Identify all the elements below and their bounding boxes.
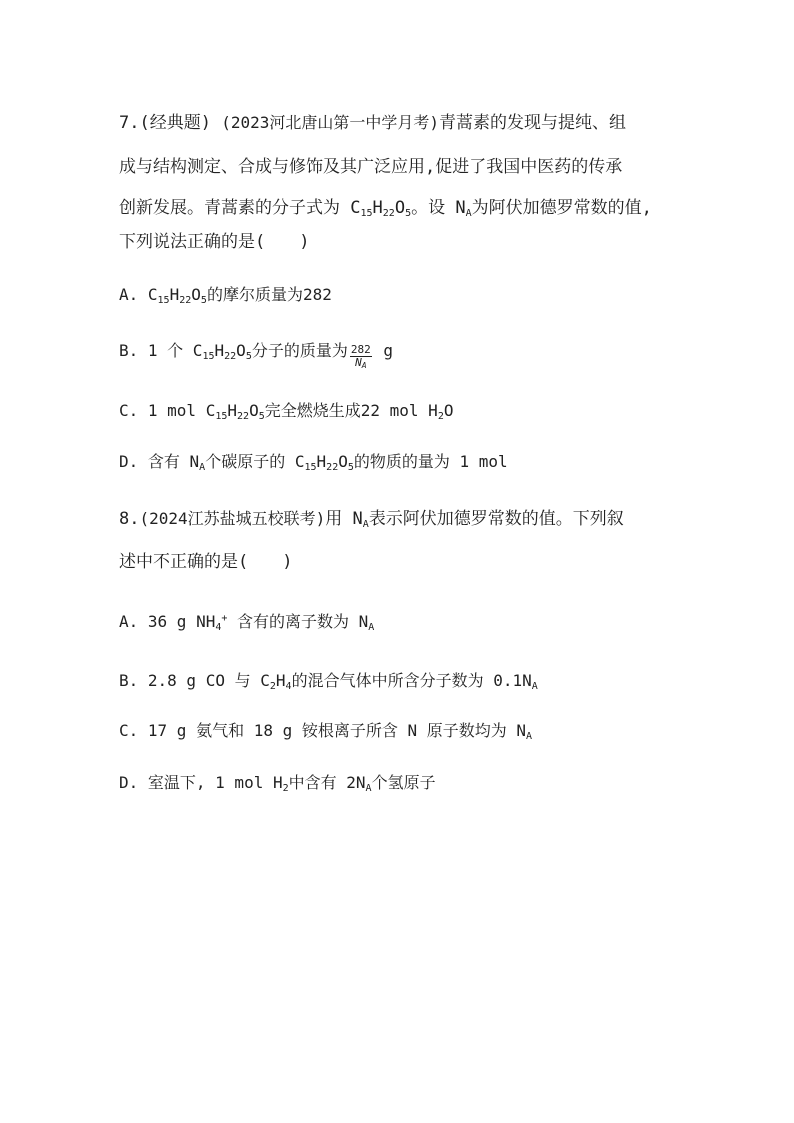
fraction-numerator: 282	[350, 343, 371, 356]
q8-stem-text-1a: 用 N	[325, 509, 363, 529]
subscript: A	[361, 361, 367, 370]
option-text: 的混合气体中所含分子数为 0.1N	[291, 671, 532, 690]
q7-option-a	[119, 284, 332, 306]
option-text: D. 含有 N	[119, 452, 200, 471]
q8-stem-text-2b: )	[282, 552, 293, 572]
q7-stem-text-3c: 为阿伏加德罗常数的值,	[471, 198, 652, 218]
element-symbol: O	[249, 401, 259, 420]
subscript: 5	[258, 411, 265, 422]
subscript: 2	[282, 783, 289, 794]
q8-option-c	[119, 720, 532, 742]
subscript: 2	[269, 681, 276, 692]
element-symbol: O	[236, 341, 246, 360]
element-symbol: H	[214, 341, 225, 360]
subscript: A	[362, 519, 369, 530]
fraction-denominator	[350, 357, 372, 369]
superscript: +	[221, 613, 228, 624]
q7-number: 7.	[119, 113, 140, 133]
subscript: 22	[326, 462, 339, 473]
subscript: 22	[237, 411, 250, 422]
option-text: A. 36 g NH	[119, 612, 216, 631]
element-symbol: O	[191, 285, 201, 304]
element-symbol: H	[372, 198, 383, 218]
q8-source: (2024江苏盐城五校联考)	[139, 509, 326, 528]
subscript: 15	[202, 351, 215, 362]
option-text: g	[373, 341, 393, 360]
option-text: 的物质的量为 1 mol	[353, 452, 508, 471]
subscript: 4	[215, 622, 222, 633]
q7-stem-text-3a: 创新发展。青蒿素的分子式为 C	[119, 198, 361, 218]
q7-tag: (经典题)	[139, 113, 211, 133]
subscript: 5	[245, 351, 252, 362]
option-text: 完全燃烧生成22 mol H	[264, 401, 438, 420]
subscript: 5	[347, 462, 354, 473]
option-text: B. 1 个 C	[119, 341, 203, 360]
option-text: O	[443, 401, 454, 420]
option-text: A. C	[119, 285, 158, 304]
subscript: A	[531, 681, 538, 692]
q7-stem-text-1: 青蒿素的发现与提纯、组	[439, 113, 627, 133]
element-symbol: H	[316, 452, 327, 471]
q8-stem-text-2a: 述中不正确的是(	[119, 552, 249, 572]
option-text: 中含有 2N	[288, 773, 366, 792]
q7-stem-line-3	[119, 197, 652, 219]
q7-stem-text-4a: 下列说法正确的是(	[119, 232, 266, 252]
q7-stem-text-4b: )	[299, 232, 310, 252]
subscript: A	[526, 731, 533, 742]
q7-source: (2023河北唐山第一中学月考)	[221, 113, 440, 132]
q7-option-c	[119, 400, 453, 422]
subscript: 22	[179, 295, 192, 306]
q8-stem-text-1b: 表示阿伏加德罗常数的值。下列叙	[368, 509, 624, 529]
element-symbol: H	[227, 401, 238, 420]
option-text: C. 1 mol C	[119, 401, 216, 420]
option-text: D. 室温下, 1 mol H	[119, 773, 283, 792]
element-symbol: H	[169, 285, 180, 304]
q8-stem-line-1	[119, 508, 624, 530]
q8-number: 8.	[119, 509, 140, 529]
q7-stem-text-3b: 。设 N	[411, 198, 466, 218]
q7-option-b	[119, 340, 393, 369]
element-symbol: O	[338, 452, 348, 471]
subscript: A	[199, 462, 206, 473]
subscript: A	[368, 622, 375, 633]
subscript: 15	[360, 208, 373, 219]
subscript: 15	[215, 411, 228, 422]
subscript: 22	[382, 208, 395, 219]
element-symbol: O	[394, 198, 406, 218]
fraction	[350, 344, 372, 369]
subscript: A	[365, 783, 372, 794]
option-text: 个碳原子的 C	[205, 452, 305, 471]
q8-option-a	[119, 611, 374, 633]
subscript: 5	[200, 295, 207, 306]
q7-option-d	[119, 451, 508, 473]
subscript: 5	[405, 208, 412, 219]
option-text: B. 2.8 g CO 与 C	[119, 671, 270, 690]
element-symbol: H	[275, 671, 286, 690]
option-text: 的摩尔质量为282	[206, 285, 332, 304]
q7-stem-line-1	[119, 112, 626, 134]
subscript: 15	[304, 462, 317, 473]
subscript: 22	[224, 351, 237, 362]
q8-option-d	[119, 772, 436, 794]
q8-stem-line-2	[119, 551, 293, 573]
subscript: A	[465, 208, 472, 219]
q8-option-b	[119, 670, 538, 692]
subscript: 15	[157, 295, 170, 306]
subscript: 4	[285, 681, 292, 692]
option-text: 分子的质量为	[251, 341, 348, 360]
option-text: 个氢原子	[371, 773, 436, 792]
q7-stem-text-2: 成与结构测定、合成与修饰及其广泛应用,促进了我国中医药的传承	[119, 157, 623, 177]
q7-stem-line-4	[119, 231, 310, 253]
subscript: 2	[437, 411, 444, 422]
option-text: 含有的离子数为 N	[227, 612, 369, 631]
denominator-symbol: N	[355, 356, 362, 369]
option-text: C. 17 g 氨气和 18 g 铵根离子所含 N 原子数均为 N	[119, 721, 527, 740]
q7-stem-line-2	[119, 156, 622, 178]
